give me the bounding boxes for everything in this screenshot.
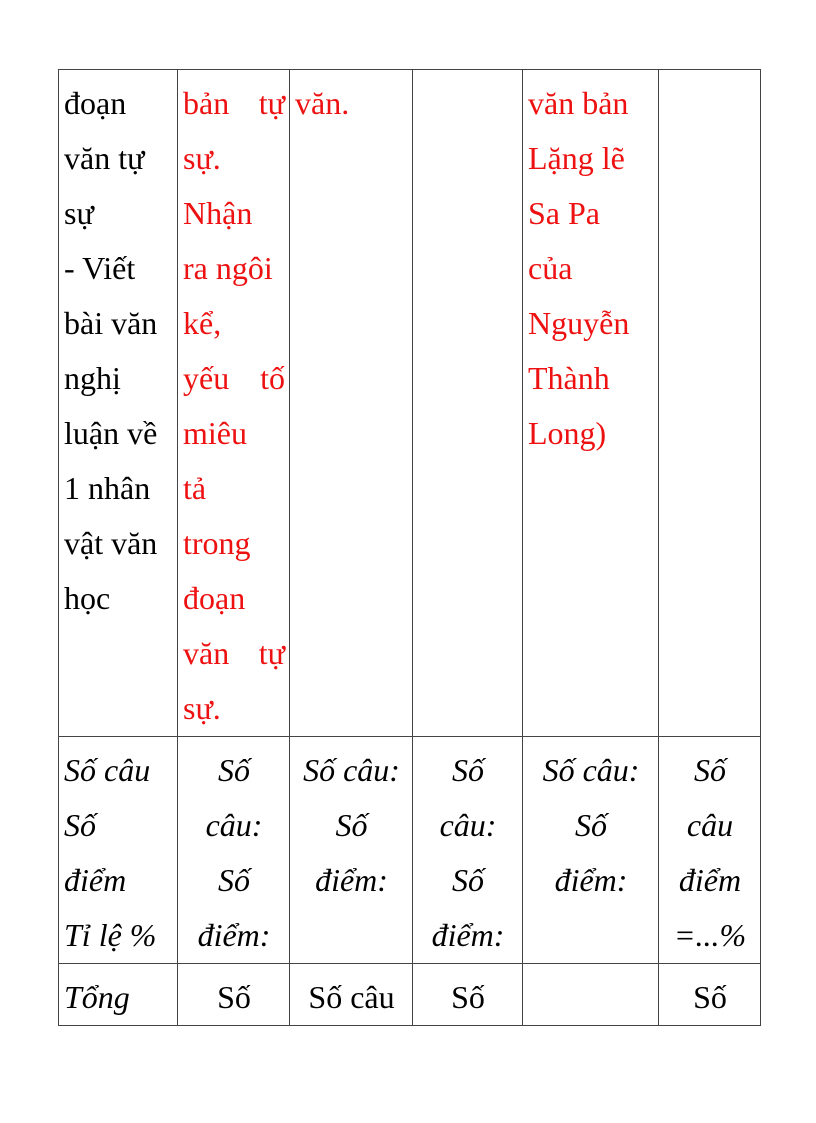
text-line: Số — [218, 752, 250, 788]
total-cell-4: Số — [413, 964, 523, 1026]
summary-cell-6 — [659, 737, 761, 964]
text-line: miêu — [183, 415, 247, 451]
text-line: Sa Pa — [528, 195, 600, 231]
total-cell-3: Số câu — [290, 964, 413, 1026]
text-line: Số — [218, 862, 250, 898]
text-line: điểm: — [431, 917, 505, 953]
content-cell-topic — [59, 70, 178, 737]
text-line: Số — [452, 752, 484, 788]
summary-cell-5 — [523, 737, 659, 964]
text-line: học — [64, 580, 111, 616]
text-line: văn tự — [183, 635, 285, 671]
content-cell-empty-1 — [413, 70, 523, 737]
total-cell-5 — [523, 964, 659, 1026]
total-cell-label: Tổng — [59, 964, 178, 1026]
text-line: vật văn — [64, 525, 158, 561]
text-line: Tỉ lệ % — [64, 917, 157, 953]
text-line: - Viết — [64, 250, 136, 286]
text-line: điểm — [64, 862, 127, 898]
text-line: văn. — [295, 85, 350, 121]
content-cell-application — [523, 70, 659, 737]
text-line: Số câu: — [303, 752, 400, 788]
text-line: Lặng lẽ — [528, 140, 625, 176]
text-line: sự. — [183, 690, 221, 726]
content-row — [59, 70, 761, 737]
text-line: của — [528, 250, 573, 286]
text-line: điểm: — [554, 862, 628, 898]
text-line: câu: — [205, 807, 263, 843]
text-line: sự. — [183, 140, 221, 176]
summary-row — [59, 737, 761, 964]
text-line: Số câu — [64, 752, 151, 788]
text-line: Số — [575, 807, 607, 843]
text-line: điểm: — [197, 917, 271, 953]
text-line: Số — [64, 807, 96, 843]
text-line: nghị — [64, 360, 121, 396]
total-cell-2: Số — [178, 964, 290, 1026]
summary-cell-3 — [290, 737, 413, 964]
content-cell-empty-2 — [659, 70, 761, 737]
text-line: văn tự — [64, 140, 145, 176]
text-line: văn bản — [528, 85, 629, 121]
text-line: bản tự — [183, 85, 285, 121]
total-row — [59, 964, 761, 1026]
text-line: Số câu: — [542, 752, 640, 788]
total-cell-6: Số — [659, 964, 761, 1026]
text-line: ra ngôi — [183, 250, 273, 286]
text-line: luận về — [64, 415, 158, 451]
text-line: Số — [452, 862, 484, 898]
text-line: đoạn — [183, 580, 246, 616]
text-line: 1 nhân — [64, 470, 151, 506]
text-line: Long) — [528, 415, 607, 451]
content-cell-recognition — [178, 70, 290, 737]
text-line: yếu tố — [183, 360, 285, 396]
text-line: Số — [335, 807, 368, 843]
text-line: sự — [64, 195, 94, 231]
text-line: bài văn — [64, 305, 158, 341]
text-line: Số — [694, 752, 726, 788]
text-line: =...% — [673, 917, 747, 953]
text-line: Nhận — [183, 195, 253, 231]
text-line: Nguyễn — [528, 305, 630, 341]
text-line: tả — [183, 470, 207, 506]
text-line: câu — [686, 807, 734, 843]
text-line: Thành — [528, 360, 610, 396]
text-line: kể, — [183, 305, 222, 341]
content-cell-understanding — [290, 70, 413, 737]
text-line: điểm — [678, 862, 742, 898]
summary-cell-2 — [178, 737, 290, 964]
matrix-table — [58, 69, 761, 1026]
summary-cell-label — [59, 737, 178, 964]
text-line: trong — [183, 525, 251, 561]
summary-cell-4 — [413, 737, 523, 964]
text-line: câu: — [439, 807, 497, 843]
text-line: điểm: — [315, 862, 388, 898]
text-line: đoạn — [64, 85, 127, 121]
